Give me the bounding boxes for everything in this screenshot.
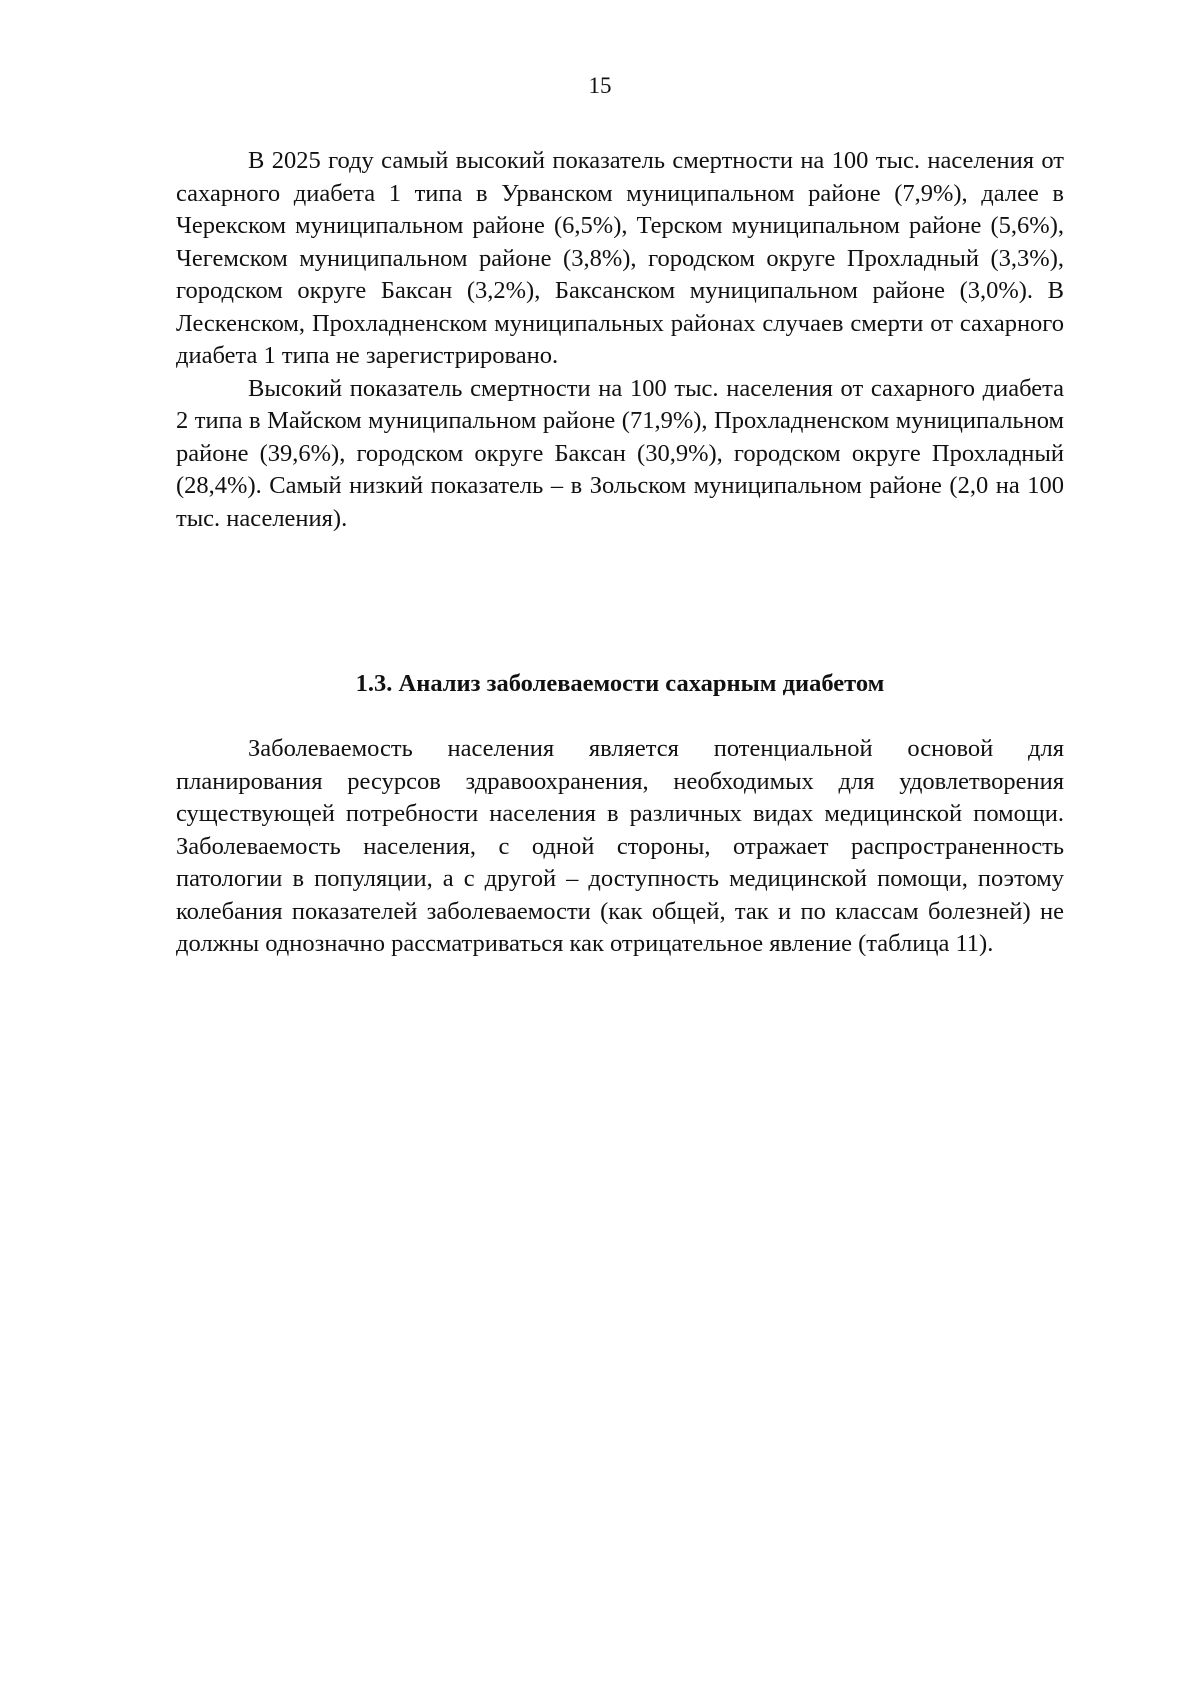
paragraph-diabetes-type1-mortality: В 2025 году самый высокий показатель смертности на 100 тыс. населения от сахарного диабета 1 типа в Урванском муниципальном районе (7,9%), далее в Черекском муниципальном районе (6,5%), Терском муниципальном районе (5,6%), Чегемском муниципальном районе (3,8%), городском округе Прохладный (3,3%), городском округе Баксан (3,2%), Баксанском муниципальном районе (3,0%). В Лескенском, Прохладненском муниципальных районах случаев смерти от сахарного диабета 1 типа не зарегистрировано. [176,147,1064,369]
body-text-section [176,733,1064,961]
section-heading: 1.3. Анализ заболеваемости сахарным диабетом [355,670,885,697]
paragraph-diabetes-type2-mortality: Высокий показатель смертности на 100 тыс. населения от сахарного диабета 2 типа в Майском муниципальном районе (71,9%), Прохладненском муниципальном районе (39,6%), городском округе Баксан (30,9%), городском округе Прохладный (28,4%). Самый низкий показатель – в Зольском муниципальном районе (2,0 на 100 тыс. населения). [176,374,1064,532]
page-number: 15 [588,73,612,98]
paragraph-morbidity-analysis: Заболеваемость населения является потенциальной основой для планирования ресурсов здравоохранения, необходимых для удовлетворения существующей потребности населения в различных видах медицинской помощи. Заболеваемость населения, с одной стороны, отражает распространенность патологии в популяции, а с другой – доступность медицинской помощи, поэтому колебания показателей заболеваемости (как общей, так и по классам болезней) не должны однозначно рассматриваться как отрицательное явление (таблица 11). [176,735,1064,957]
body-text-top [176,145,1064,535]
